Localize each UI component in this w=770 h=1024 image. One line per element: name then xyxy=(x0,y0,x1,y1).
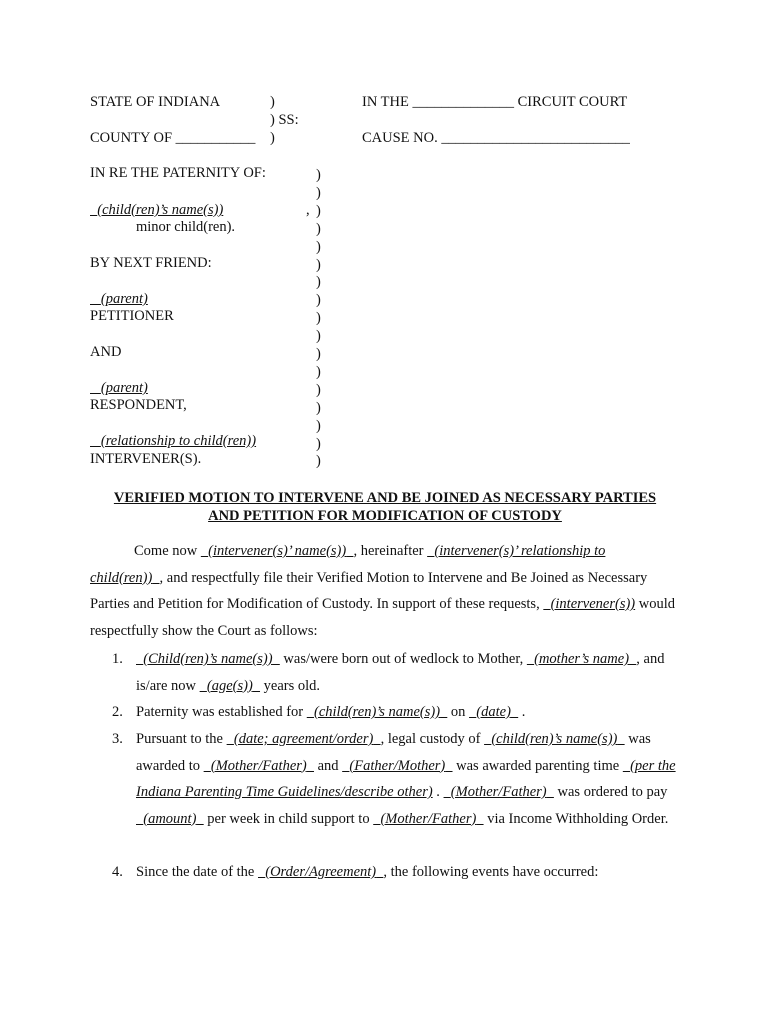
relationship-field: (relationship to child(ren)) xyxy=(100,433,257,449)
item-number: 4. xyxy=(112,864,123,880)
bracket-paren: ) xyxy=(316,346,321,362)
list-item: Pursuant to the (date; agreement/order) , legal custody of (child(ren)’s name(s)) was awarded to (Mother/Father) and (Father/Mother) was awarded parenting time (per the Indiana Parenting Time Guidelines/describe other) . (Mother/Father) was ordered to pay (amount) per week in child support to (Mother/Father) via Income Withholding Order. xyxy=(136,731,676,827)
intervener-names-field: (intervener(s)’ name(s)) xyxy=(208,543,347,559)
bracket-paren: ) xyxy=(316,167,321,183)
county-label: COUNTY OF ___________ xyxy=(90,130,256,146)
next-friend-label: BY NEXT FRIEND: xyxy=(90,255,212,271)
bracket-paren: ) xyxy=(316,381,321,398)
list-item: Paternity was established for (child(ren)’s name(s)) on (date) . xyxy=(136,704,526,720)
respondent-label: RESPONDENT, xyxy=(90,397,187,413)
item-number: 2. xyxy=(112,704,123,720)
intervener-label: INTERVENER(S). xyxy=(90,451,202,467)
parent-petitioner-field: (parent) xyxy=(100,291,148,307)
court-label: IN THE ______________ CIRCUIT COURT xyxy=(362,94,628,110)
caption-paren: ) xyxy=(270,130,275,146)
intervener-relationship-field: (intervener(s)’ relationship to child(ren)) xyxy=(90,543,606,586)
petitioner-label: PETITIONER xyxy=(90,308,174,324)
bracket-paren: ) xyxy=(316,184,321,201)
item-number: 1. xyxy=(112,651,123,667)
bracket-paren: ) xyxy=(316,310,321,327)
bracket-paren: ) xyxy=(316,256,321,273)
item-number: 3. xyxy=(112,731,123,747)
document-title-line1: VERIFIED MOTION TO INTERVENE AND BE JOINED AS NECESSARY PARTIES xyxy=(113,490,657,506)
state-label: STATE OF INDIANA xyxy=(90,94,221,110)
bracket-paren: ) xyxy=(316,202,321,219)
bracket-paren: ) xyxy=(316,453,321,470)
and-label: AND xyxy=(90,344,122,360)
ss-label: ) SS: xyxy=(270,112,299,128)
list-item: (Child(ren)’s name(s)) was/were born out of wedlock to Mother, (mother’s name) , and is/are now (age(s)) years old. xyxy=(136,651,665,694)
in-re-label: IN RE THE PATERNITY OF: xyxy=(90,165,266,181)
children-name-field: (child(ren)’s name(s)) xyxy=(97,202,224,218)
caption-paren: ) xyxy=(270,94,275,110)
bracket-paren: ) xyxy=(316,417,321,434)
bracket-paren: ) xyxy=(316,435,321,452)
bracket-paren: ) xyxy=(316,328,321,345)
parent-respondent-field: (parent) xyxy=(100,380,148,396)
bracket-paren: ) xyxy=(316,363,321,380)
bracket-paren: ) xyxy=(316,238,321,255)
list-item: Since the date of the (Order/Agreement) , the following events have occurred: xyxy=(136,864,599,880)
bracket-paren: ) xyxy=(316,274,321,291)
document-title-line2: AND PETITION FOR MODIFICATION OF CUSTODY xyxy=(208,508,562,524)
intro-paragraph: Come now (intervener(s)’ name(s)) , hereinafter (intervener(s)’ relationship to child(ren)) , and respectfully file their Verified Motion to Intervene and Be Joined as Necessary Parties and Petition for Modification of Custody. In support of these requests, (intervener(s)) would respectfully show the Court as follows: xyxy=(90,543,675,639)
minor-children-label: minor child(ren). xyxy=(136,219,236,235)
bracket-paren: ) xyxy=(316,292,321,309)
bracket-paren: ) xyxy=(316,220,321,237)
cause-number-label: CAUSE NO. __________________________ xyxy=(362,130,630,146)
intervener-field: (intervener(s)) xyxy=(550,596,636,612)
bracket-paren: ) xyxy=(316,399,321,416)
children-name-line: (child(ren)’s name(s)) , xyxy=(90,201,310,219)
